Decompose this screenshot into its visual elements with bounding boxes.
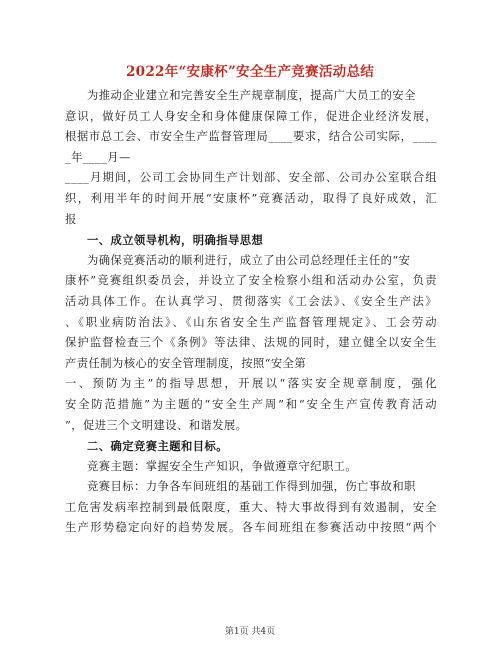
paragraph-line: 为确保竞赛活动的顺利进行，成立了由公司总经理任主任的“安 <box>87 253 411 267</box>
paragraph-line: _年____月— <box>65 150 131 164</box>
paragraph-line: 、《职业病防治法》、《山东省安全生产监督管理规定》、工会劳动 <box>65 315 437 329</box>
paragraph-line: 竞赛主题：掌握安全生产知识，争做遵章守纪职工。 <box>87 459 358 473</box>
paragraph-line: 康杯”竞赛组织委员会，并设立了安全检察小组和活动办公室，负责 <box>65 274 437 288</box>
paragraph-line: 产责任制为核心的安全管理制度，按照“安全第 <box>65 356 307 370</box>
paragraph-line: ____月期间，公司工会协同生产计划部、安全部、公司办公室联合组 <box>65 171 437 185</box>
paragraph-line: 保护监督检查三个《条例》等法律、法规的同时，建立健全以安全生 <box>65 336 437 350</box>
section-heading: 二、确定竞赛主题和目标。 <box>87 439 228 454</box>
paragraph-line: 织，利用半年的时间开展“安康杯”竞赛活动，取得了良好成效，汇 <box>65 191 437 205</box>
paragraph-line: 意识，做好员工人身安全和身体健康保障工作，促进企业经济发展， <box>65 109 437 123</box>
paragraph-line: 报 <box>65 212 77 226</box>
paragraph-line: 安全防范措施”为主题的“安全生产周”和“安全生产宣传教育活动 <box>65 397 437 411</box>
paragraph-line: ”，促进三个文明建设、和谐发展。 <box>65 418 248 432</box>
paragraph-line: 活动具体工作。在认真学习、贯彻落实《工会法》、《安全生产法》 <box>65 294 437 308</box>
document-title: 2022年“安康杯”安全生产竞赛活动总结 <box>125 64 375 80</box>
paragraph-line: 竞赛目标：力争各车间班组的基础工作得到加强，伤亡事故和职 <box>87 480 416 494</box>
paragraph-line: 根据市总工会、市安全生产监督管理局____要求，结合公司实际，____ <box>65 130 437 144</box>
paragraph-line: 为推动企业建立和完善安全生产规章制度，提高广大员工的安全 <box>87 89 416 102</box>
page-footer: 第1页 共4页 <box>224 627 276 637</box>
paragraph-line: 一、预防为主”的指导思想，开展以“落实安全规章制度，强化 <box>65 377 437 391</box>
paragraph-line: 工危害发病率控制到最低限度，重大、特大事故得到有效遏制，安全 <box>65 500 437 514</box>
document-body <box>65 86 437 539</box>
paragraph-line: 生产形势稳定向好的趋势发展。各车间班组在参赛活动中按照“两个 <box>65 521 437 535</box>
section-heading: 一、成立领导机构，明确指导思想 <box>87 233 264 248</box>
